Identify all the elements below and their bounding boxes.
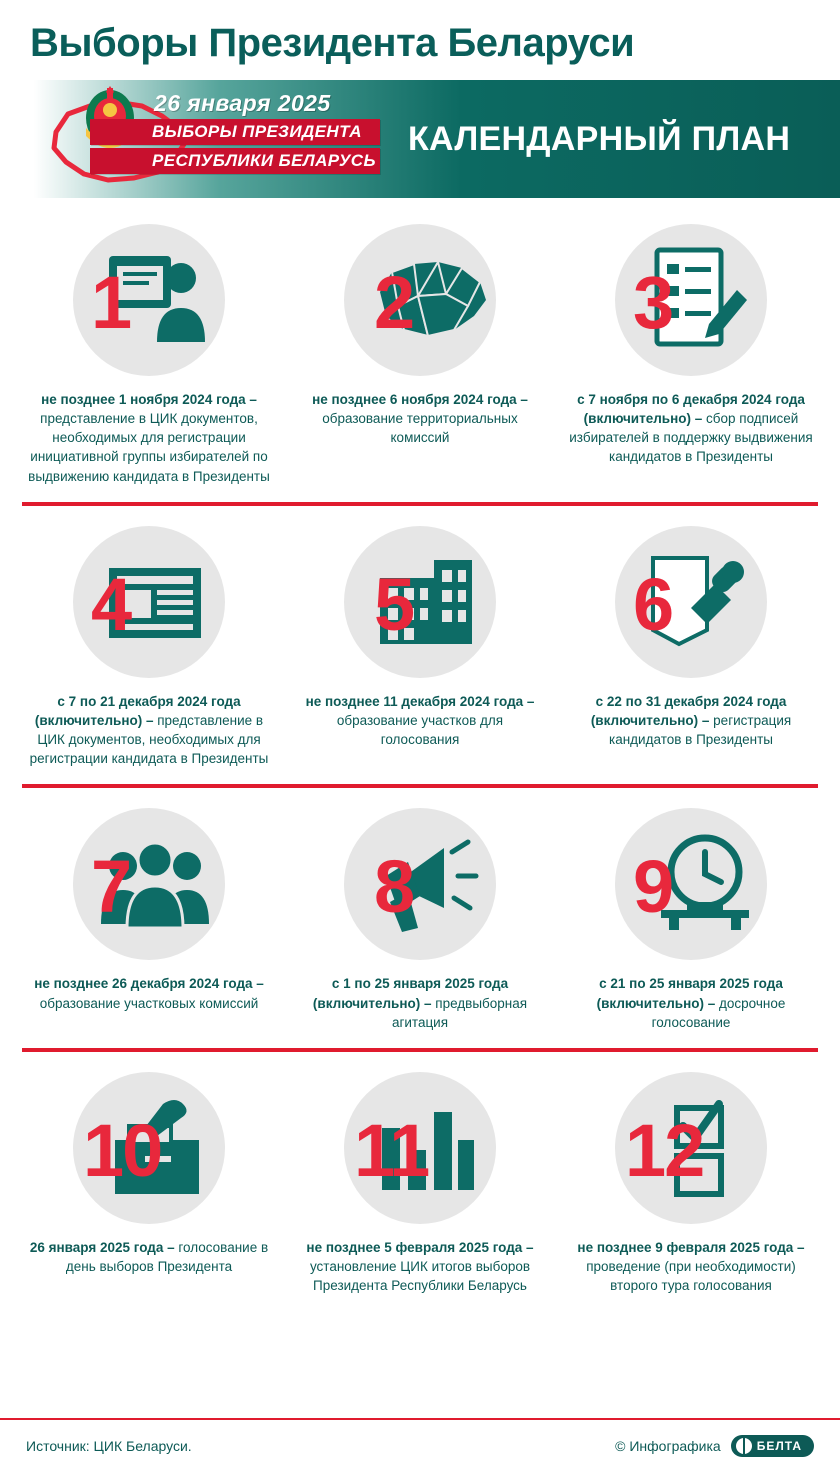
ribbon-line-3: РЕСПУБЛИКИ БЕЛАРУСЬ <box>90 148 380 174</box>
emblem-block <box>0 80 400 198</box>
item-text: предвыборная агитация <box>391 995 528 1030</box>
item-text: образование территориальных комиссий <box>322 411 518 446</box>
item-number: 11 <box>354 1108 429 1192</box>
icon-circle <box>73 808 225 960</box>
item-number: 8 <box>374 845 416 929</box>
plan-item-1 <box>18 224 280 486</box>
item-bold: не позднее 9 февраля 2025 года – <box>577 1239 805 1255</box>
credit-block <box>615 1435 814 1457</box>
item-caption <box>25 1238 273 1276</box>
plan-item-3 <box>560 224 822 467</box>
icon-circle <box>615 1072 767 1224</box>
source-text: Источник: ЦИК Беларуси. <box>26 1438 192 1454</box>
plan-item-8 <box>289 808 551 1031</box>
grid-row <box>18 224 822 486</box>
item-bold: не позднее 1 ноября 2024 года – <box>41 392 257 407</box>
item-caption <box>296 390 544 447</box>
item-number: 9 <box>633 845 675 929</box>
item-number: 3 <box>633 261 675 344</box>
icon-circle <box>73 526 225 678</box>
item-caption <box>25 390 273 486</box>
item-bold: с 1 по 25 января 2025 года (включительно) – <box>312 976 509 1011</box>
item-bold: не позднее 26 декабря 2024 года – <box>34 976 264 992</box>
item-number: 2 <box>374 261 416 344</box>
icon-circle <box>73 1072 225 1224</box>
item-text: представление в ЦИК документов, необходимых для регистрации инициативной группы избирателей по выдвижению кандидата в Президенты <box>28 411 270 484</box>
calendar-grid <box>0 198 840 1295</box>
item-bold: с 22 по 31 декабря 2024 года (включительно) – <box>590 693 787 728</box>
grid-row <box>18 526 822 769</box>
globe-icon <box>736 1438 752 1454</box>
item-caption <box>567 390 815 467</box>
election-ribbon <box>90 90 380 174</box>
item-text: голосование в день выборов Президента <box>65 1239 269 1275</box>
icon-circle <box>344 526 496 678</box>
plan-item-4 <box>18 526 280 769</box>
item-number: 1 <box>91 261 133 344</box>
plan-item-7 <box>18 808 280 1012</box>
item-caption <box>296 1238 544 1295</box>
item-caption <box>567 692 815 749</box>
plan-item-2 <box>289 224 551 447</box>
item-number: 4 <box>91 562 133 646</box>
plan-item-12 <box>560 1072 822 1295</box>
row-divider <box>22 784 818 788</box>
item-text: досрочное голосование <box>651 995 786 1030</box>
ribbon-date: 26 января 2025 <box>154 90 331 116</box>
item-bold: с 7 по 21 декабря 2024 года (включительно) – <box>34 693 241 728</box>
item-text: установление ЦИК итогов выборов Президента Республики Беларусь <box>309 1259 531 1294</box>
item-caption <box>25 692 273 769</box>
item-text: представление в ЦИК документов, необходимых для регистрации кандидата в Президенты <box>29 712 269 767</box>
plan-item-10 <box>18 1072 280 1276</box>
plan-item-6 <box>560 526 822 749</box>
plan-item-11 <box>289 1072 551 1295</box>
item-caption <box>25 974 273 1012</box>
icon-circle <box>344 808 496 960</box>
plan-item-5 <box>289 526 551 749</box>
item-bold: с 21 по 25 января 2025 года (включительно) – <box>596 976 783 1011</box>
ribbon-line-2: ВЫБОРЫ ПРЕЗИДЕНТА <box>90 119 380 145</box>
icon-circle <box>344 1072 496 1224</box>
plan-item-9 <box>560 808 822 1031</box>
grid-row <box>18 1072 822 1295</box>
icon-circle <box>615 526 767 678</box>
item-text: образование участковых комиссий <box>39 995 259 1011</box>
footer <box>0 1418 840 1472</box>
item-text: образование участков для голосования <box>336 712 504 748</box>
item-caption <box>567 974 815 1031</box>
row-divider <box>22 502 818 506</box>
header-band <box>0 80 840 198</box>
item-text: проведение (при необходимости) второго тура голосования <box>586 1259 796 1294</box>
icon-circle <box>344 224 496 376</box>
item-bold: не позднее 11 декабря 2024 года – <box>305 693 535 709</box>
icon-circle <box>615 224 767 376</box>
item-number: 6 <box>633 562 675 646</box>
icon-circle <box>615 808 767 960</box>
page-title: Выборы Президента Беларуси <box>30 21 635 65</box>
item-caption <box>567 1238 815 1295</box>
item-number: 7 <box>91 845 133 929</box>
credit-text: © Инфографика <box>615 1438 721 1454</box>
item-number: 10 <box>83 1108 162 1192</box>
item-text: регистрация кандидатов в Президенты <box>609 712 792 748</box>
belta-label: БЕЛТА <box>756 1439 802 1453</box>
grid-row <box>18 808 822 1031</box>
item-number: 5 <box>374 562 416 646</box>
row-divider <box>22 1048 818 1052</box>
item-bold: не позднее 6 ноября 2024 года – <box>312 392 528 407</box>
item-number: 12 <box>625 1108 704 1192</box>
item-bold: 26 января 2025 года – <box>29 1239 175 1255</box>
item-caption <box>296 974 544 1031</box>
item-caption <box>296 692 544 749</box>
belta-logo <box>731 1435 814 1457</box>
item-bold: с 7 ноября по 6 декабря 2024 года (включительно) – <box>577 392 805 427</box>
header-heading: КАЛЕНДАРНЫЙ ПЛАН <box>408 119 791 158</box>
item-text: сбор подписей избирателей в поддержку выдвижения кандидатов в Президенты <box>569 411 813 465</box>
item-bold: не позднее 5 февраля 2025 года – <box>306 1239 534 1255</box>
icon-circle <box>73 224 225 376</box>
